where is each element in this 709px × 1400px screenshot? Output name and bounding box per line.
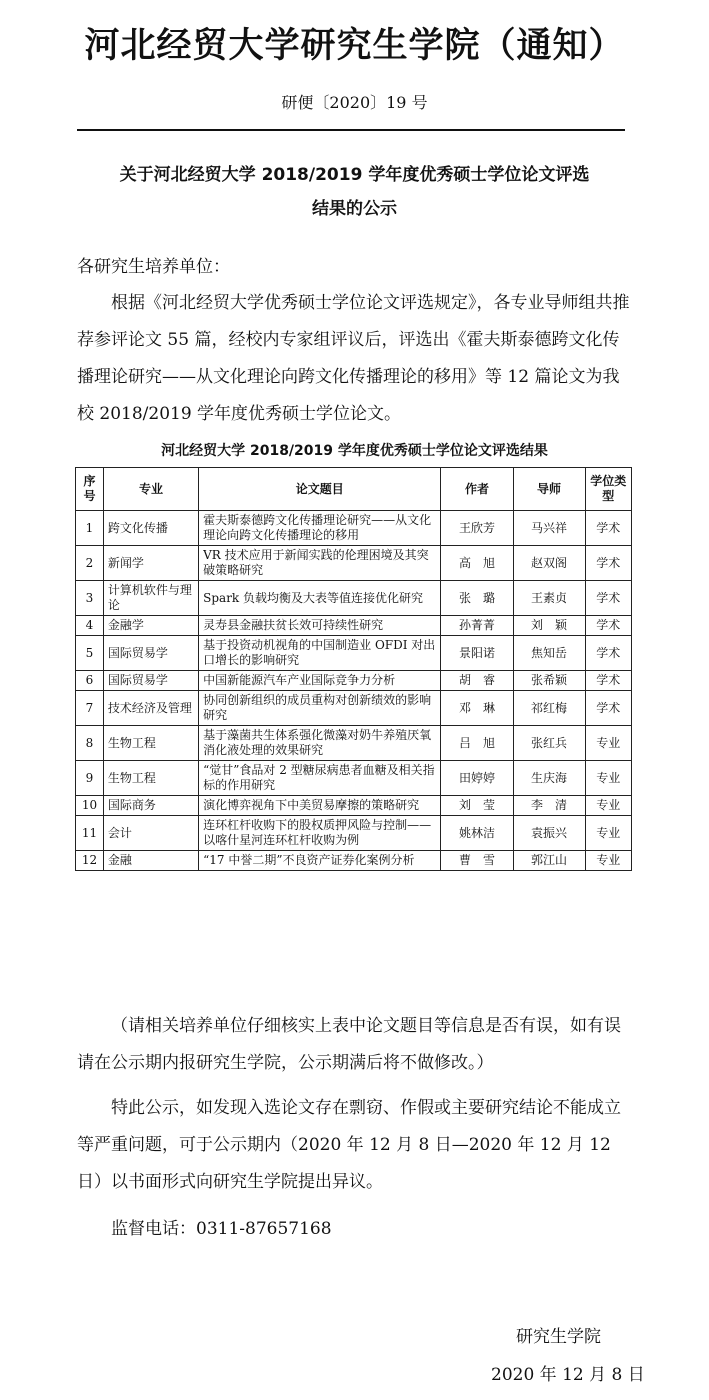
cell-title: 灵寿县金融扶贫长效可持续性研究 (199, 616, 441, 636)
header-major: 专业 (103, 468, 198, 511)
cell-advisor: 王素贞 (513, 581, 585, 616)
cell-title: Spark 负载均衡及大表等值连接优化研究 (199, 581, 441, 616)
cell-title: 霍夫斯泰德跨文化传播理论研究——从文化理论向跨文化传播理论的移用 (199, 511, 441, 546)
cell-advisor: 郭江山 (513, 851, 585, 871)
cell-major: 生物工程 (103, 726, 198, 761)
cell-major: 会计 (103, 816, 198, 851)
cell-author: 田婷婷 (441, 761, 513, 796)
cell-author: 邓 琳 (441, 691, 513, 726)
table-row (76, 851, 632, 871)
cell-no: 3 (76, 581, 104, 616)
cell-title: “觉甘”食品对 2 型糖尿病患者血糖及相关指标的作用研究 (199, 761, 441, 796)
notice-title-line-2: 结果的公示 (312, 199, 397, 219)
header-advisor: 导师 (513, 468, 585, 511)
cell-title: VR 技术应用于新闻实践的伦理困境及其突破策略研究 (199, 546, 441, 581)
cell-type: 学术 (585, 546, 631, 581)
cell-major: 国际商务 (103, 796, 198, 816)
cell-advisor: 生庆海 (513, 761, 585, 796)
table-row (76, 636, 632, 671)
cell-major: 国际贸易学 (103, 671, 198, 691)
cell-no: 6 (76, 671, 104, 691)
header-type: 学位类型 (585, 468, 631, 511)
cell-author: 王欣芳 (441, 511, 513, 546)
table-row (76, 546, 632, 581)
cell-no: 7 (76, 691, 104, 726)
cell-advisor: 刘 颖 (513, 616, 585, 636)
header-title: 论文题目 (199, 468, 441, 511)
cell-advisor: 祁红梅 (513, 691, 585, 726)
cell-title: 中国新能源汽车产业国际竞争力分析 (199, 671, 441, 691)
cell-no: 11 (76, 816, 104, 851)
objection-paragraph: 特此公示，如发现入选论文存在剽窃、作假或主要研究结论不能成立等严重问题，可于公示期内（2020 年 12 月 8 日—2020 年 12 月 12 日）以书面形式向研究生学院提出异议。 (77, 1098, 621, 1192)
table-row (76, 761, 632, 796)
cell-major: 技术经济及管理 (103, 691, 198, 726)
cell-advisor: 张希颖 (513, 671, 585, 691)
cell-type: 专业 (585, 796, 631, 816)
cell-major: 计算机软件与理论 (103, 581, 198, 616)
cell-no: 5 (76, 636, 104, 671)
cell-no: 2 (76, 546, 104, 581)
cell-type: 学术 (585, 671, 631, 691)
table-header-row (76, 468, 632, 511)
cell-major: 跨文化传播 (103, 511, 198, 546)
table-row (76, 616, 632, 636)
cell-title: 连环杠杆收购下的股权质押风险与控制——以喀什星河连环杠杆收购为例 (199, 816, 441, 851)
cell-advisor: 袁振兴 (513, 816, 585, 851)
cell-type: 专业 (585, 816, 631, 851)
cell-title: “17 中誉二期”不良资产证券化案例分析 (199, 851, 441, 871)
cell-type: 专业 (585, 851, 631, 871)
cell-no: 4 (76, 616, 104, 636)
header-author: 作者 (441, 468, 513, 511)
table-row (76, 671, 632, 691)
cell-type: 专业 (585, 726, 631, 761)
header-no: 序号 (76, 468, 104, 511)
cell-title: 基于投资动机视角的中国制造业 OFDI 对出口增长的影响研究 (199, 636, 441, 671)
table-row (76, 796, 632, 816)
table-caption: 河北经贸大学 2018/2019 学年度优秀硕士学位论文评选结果 (161, 443, 548, 459)
notice-title-line-1: 关于河北经贸大学 2018/2019 学年度优秀硕士学位论文评选 (119, 165, 590, 185)
cell-advisor: 焦知岳 (513, 636, 585, 671)
cell-no: 9 (76, 761, 104, 796)
cell-author: 刘 莹 (441, 796, 513, 816)
cell-title: 基于藻菌共生体系强化微藻对奶牛养殖厌氧消化液处理的效果研究 (199, 726, 441, 761)
cell-author: 景阳诺 (441, 636, 513, 671)
cell-title: 协同创新组织的成员重构对创新绩效的影响研究 (199, 691, 441, 726)
document-number: 研便〔2020〕19 号 (281, 93, 428, 112)
table-row (76, 816, 632, 851)
cell-author: 姚林洁 (441, 816, 513, 851)
notice-title (0, 158, 709, 226)
cell-type: 学术 (585, 636, 631, 671)
salutation: 各研究生培养单位： (77, 257, 230, 277)
cell-major: 金融学 (103, 616, 198, 636)
signature-date: 2020 年 12 月 8 日 (491, 1365, 645, 1385)
header-divider (77, 129, 625, 131)
verification-note: （请相关培养单位仔细核实上表中论文题目等信息是否有误，如有误请在公示期内报研究生学院，公示期满后将不做修改。） (77, 1016, 621, 1073)
cell-type: 学术 (585, 511, 631, 546)
cell-author: 高 旭 (441, 546, 513, 581)
cell-type: 专业 (585, 761, 631, 796)
results-table (75, 467, 632, 871)
cell-author: 胡 睿 (441, 671, 513, 691)
table-row (76, 511, 632, 546)
table-body (76, 511, 632, 871)
cell-no: 1 (76, 511, 104, 546)
cell-no: 12 (76, 851, 104, 871)
cell-advisor: 张红兵 (513, 726, 585, 761)
cell-type: 学术 (585, 616, 631, 636)
cell-major: 新闻学 (103, 546, 198, 581)
cell-type: 学术 (585, 691, 631, 726)
table-row (76, 691, 632, 726)
intro-paragraph: 根据《河北经贸大学优秀硕士学位论文评选规定》，各专业导师组共推荐参评论文 55 篇，经校内专家组评议后，评选出《霍夫斯泰德跨文化传播理论研究——从文化理论向跨文化传播理论的移用》等 12 篇论文为我校 2018/2019 学年度优秀硕士学位论文。 (77, 293, 630, 424)
cell-major: 生物工程 (103, 761, 198, 796)
document-header-title: 河北经贸大学研究生学院（通知） (84, 26, 625, 66)
cell-no: 8 (76, 726, 104, 761)
cell-major: 金融 (103, 851, 198, 871)
cell-advisor: 赵双阁 (513, 546, 585, 581)
cell-advisor: 马兴祥 (513, 511, 585, 546)
cell-advisor: 李 清 (513, 796, 585, 816)
supervision-phone: 监督电话：0311-87657168 (111, 1219, 332, 1239)
signature-organization: 研究生学院 (516, 1327, 601, 1347)
cell-author: 张 璐 (441, 581, 513, 616)
cell-title: 演化博弈视角下中美贸易摩擦的策略研究 (199, 796, 441, 816)
cell-major: 国际贸易学 (103, 636, 198, 671)
cell-no: 10 (76, 796, 104, 816)
table-row (76, 726, 632, 761)
cell-author: 吕 旭 (441, 726, 513, 761)
table-row (76, 581, 632, 616)
cell-author: 孙菁菁 (441, 616, 513, 636)
cell-type: 学术 (585, 581, 631, 616)
cell-author: 曹 雪 (441, 851, 513, 871)
